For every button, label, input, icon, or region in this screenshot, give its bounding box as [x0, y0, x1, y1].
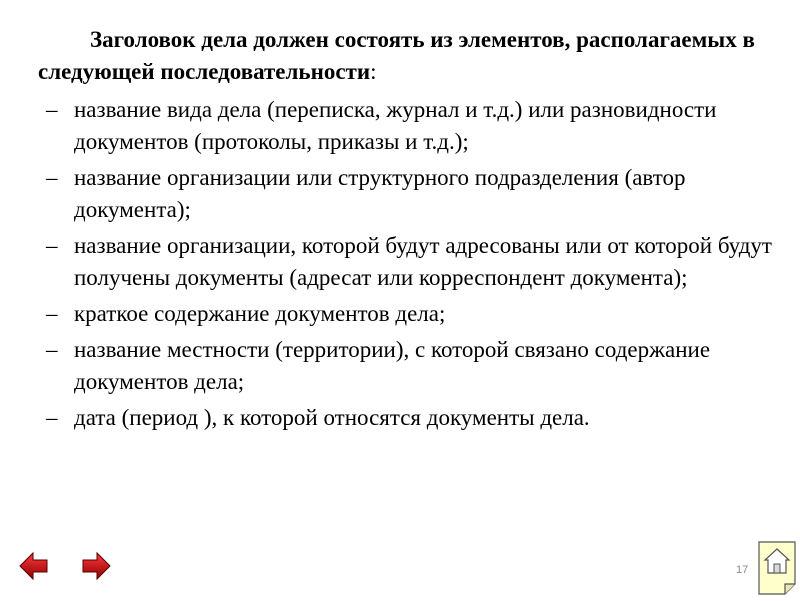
right-arrow-icon	[80, 550, 112, 582]
list-item-text: дата (период ), к которой относятся документы дела.	[74, 405, 590, 430]
list-item	[38, 94, 788, 158]
list-item	[38, 334, 788, 398]
bullet-dash: –	[46, 301, 58, 326]
home-button[interactable]	[757, 540, 797, 596]
list-item-text: название вида дела (переписка, журнал и т.д.) или разновидности документов (протоколы, приказы и т.д.);	[74, 97, 717, 154]
slide-content	[38, 24, 788, 438]
element-list	[38, 94, 788, 434]
home-icon	[757, 540, 797, 596]
bullet-dash: –	[46, 97, 58, 122]
list-item	[38, 402, 788, 434]
previous-slide-button[interactable]	[18, 550, 50, 582]
heading-colon: :	[370, 59, 377, 84]
left-arrow-icon	[18, 550, 50, 582]
list-item	[38, 298, 788, 330]
list-item-text: название организации, которой будут адресованы или от которой будут получены документы (адресат или корреспондент документа);	[74, 233, 772, 290]
list-item-text: краткое содержание документов дела;	[74, 301, 446, 326]
list-item	[38, 162, 788, 226]
list-item	[38, 230, 788, 294]
bullet-dash: –	[46, 337, 58, 362]
list-item-text: название местности (территории), с которой связано содержание документов дела;	[74, 337, 711, 394]
heading-text: Заголовок дела должен состоять из элементов, располагаемых в следующей последовательности	[38, 27, 755, 84]
page-number: 17	[736, 564, 749, 576]
list-item-text: название организации или структурного подразделения (автор документа);	[74, 165, 686, 222]
slide-heading	[38, 24, 788, 88]
bullet-dash: –	[46, 233, 58, 258]
bullet-dash: –	[46, 405, 58, 430]
bullet-dash: –	[46, 165, 58, 190]
next-slide-button[interactable]	[80, 550, 112, 582]
